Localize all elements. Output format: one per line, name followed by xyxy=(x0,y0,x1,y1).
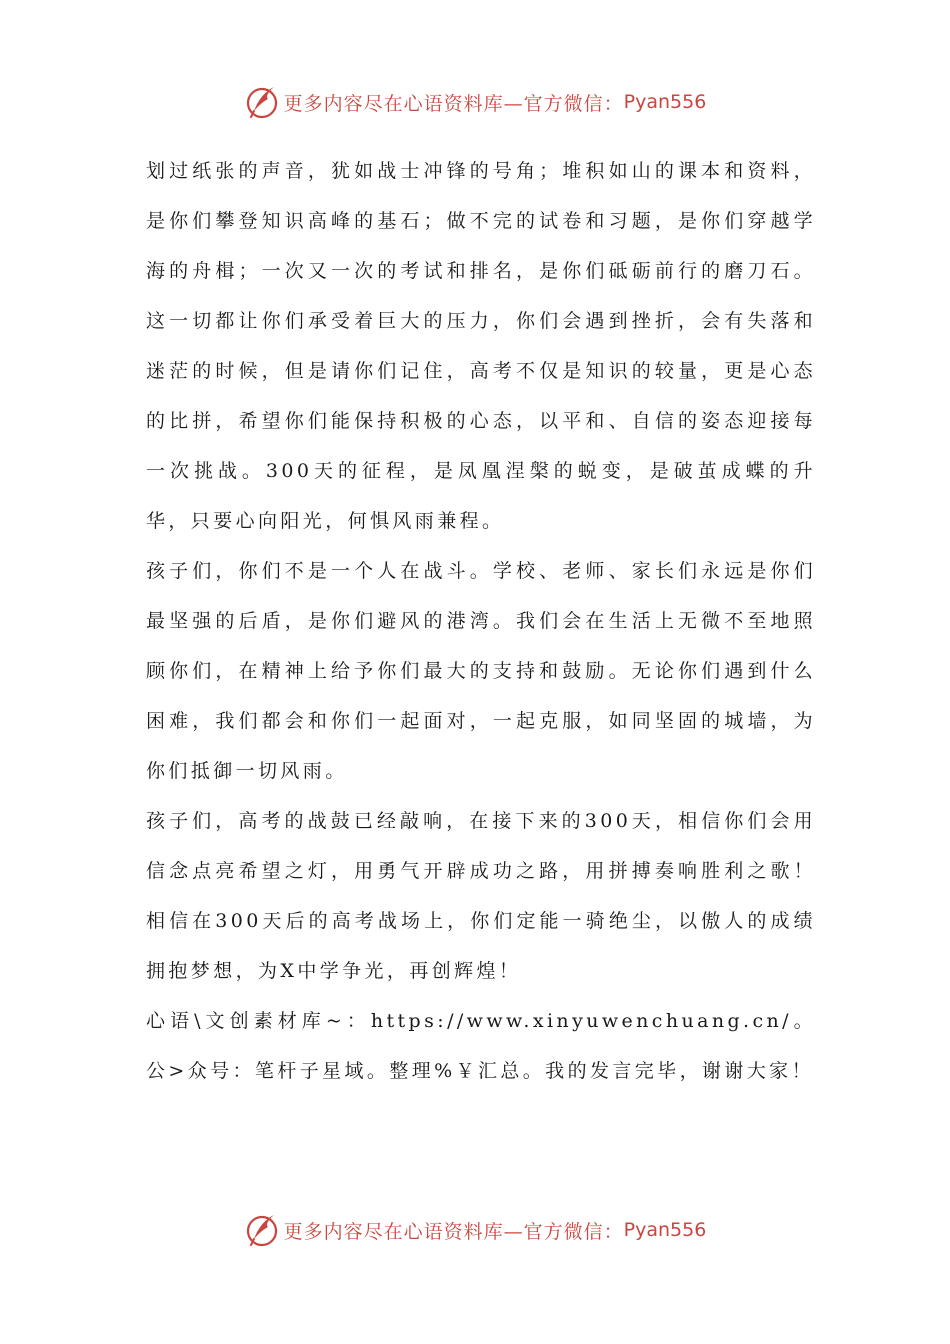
footer-banner xyxy=(0,1210,950,1250)
banner-wechat-id: Pyan556 xyxy=(623,91,707,113)
quill-pen-icon xyxy=(244,84,280,120)
banner-wechat-id: Pyan556 xyxy=(623,1219,707,1241)
banner-text: 更多内容尽在心语资料库—官方微信： xyxy=(283,1220,624,1243)
paragraph-2: 孩子们，你们不是一个人在战斗。学校、老师、家长们永远是你们最坚强的后盾，是你们避风的港湾。我们会在生活上无微不至地照顾你们，在精神上给予你们最大的支持和鼓励。无论你们遇到什么困难，我们都会和你们一起面对，一起克服，如同坚固的城墙，为你们抵御一切风雨。 xyxy=(146,560,816,782)
document-body xyxy=(146,146,816,1096)
header-banner xyxy=(0,82,950,122)
paragraph-4: 心语\文创素材库~：https://www.xinyuwenchuang.cn/。公>众号：笔杆子星域。整理%￥汇总。我的发言完毕，谢谢大家！ xyxy=(146,1010,816,1082)
quill-pen-icon xyxy=(244,1212,280,1248)
paragraph-1: 划过纸张的声音，犹如战士冲锋的号角；堆积如山的课本和资料，是你们攀登知识高峰的基石；做不完的试卷和习题，是你们穿越学海的舟楫；一次又一次的考试和排名，是你们砥砺前行的磨刀石。这一切都让你们承受着巨大的压力，你们会遇到挫折，会有失落和迷茫的时候，但是请你们记住，高考不仅是知识的较量，更是心态的比拼，希望你们能保持积极的心态，以平和、自信的姿态迎接每一次挑战。300天的征程，是凤凰涅槃的蜕变，是破茧成蝶的升华，只要心向阳光，何惧风雨兼程。 xyxy=(146,160,816,532)
banner-text: 更多内容尽在心语资料库—官方微信： xyxy=(283,92,624,115)
paragraph-3: 孩子们，高考的战鼓已经敲响，在接下来的300天，相信你们会用信念点亮希望之灯，用勇气开辟成功之路，用拼搏奏响胜利之歌！相信在300天后的高考战场上，你们定能一骑绝尘，以傲人的成绩拥抱梦想，为X中学争光，再创辉煌！ xyxy=(146,810,816,982)
